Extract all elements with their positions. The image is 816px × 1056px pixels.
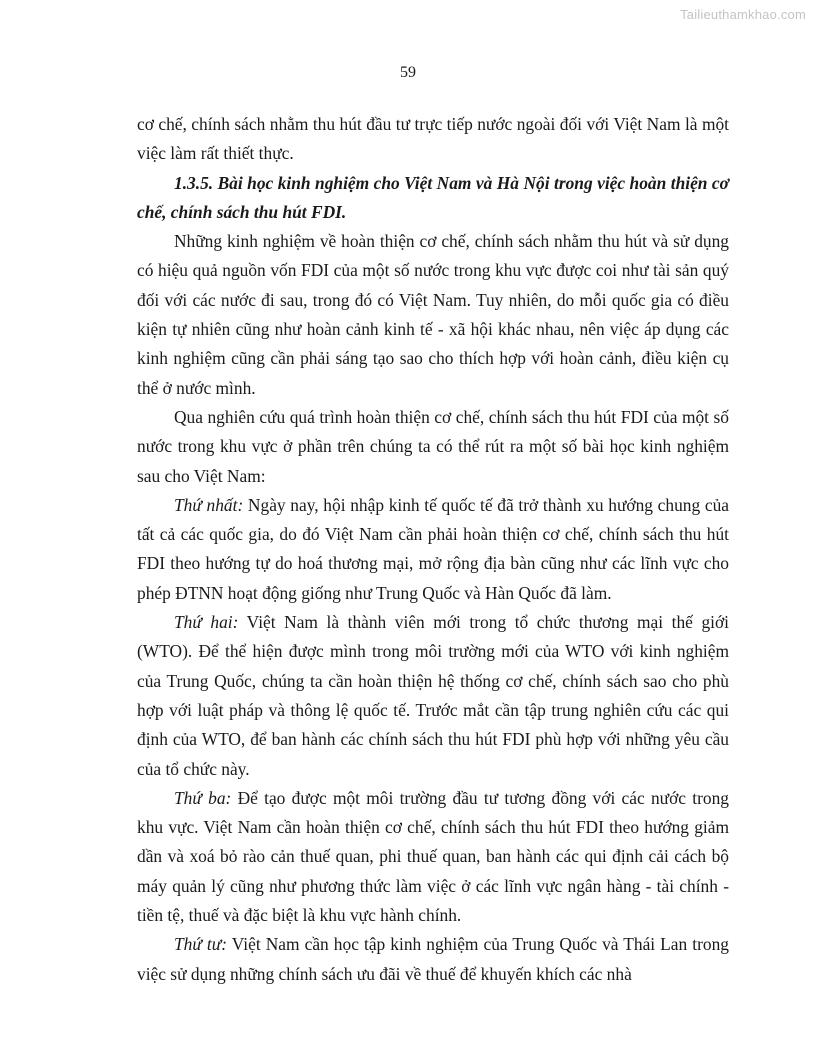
- text-second: Việt Nam là thành viên mới trong tổ chức thương mại thế giới (WTO). Để thể hiện được mình trong môi trường mới của WTO với kinh nghiệm của Trung Quốc, chúng ta cần hoàn thiện hệ thống cơ chế, chính sách sao cho phù hợp với luật pháp và thông lệ quốc tế. Trước mắt cần tập trung nghiên cứu các qui định của WTO, để ban hành các chính sách thu hút FDI phù hợp với những yêu cầu của tổ chức này.: [137, 612, 729, 779]
- document-body: [137, 110, 729, 989]
- text-third: Để tạo được một môi trường đầu tư tương đồng với các nước trong khu vực. Việt Nam cần hoàn thiện cơ chế, chính sách thu hút FDI theo hướng giảm dần và xoá bỏ rào cản thuế quan, phi thuế quan, ban hành các qui định cải cách bộ máy quản lý cũng như phương thức làm việc ở các lĩnh vực ngân hàng - tài chính - tiền tệ, thuế và đặc biệt là khu vực hành chính.: [137, 787, 729, 926]
- lead-second: Thứ hai:: [174, 612, 239, 633]
- page-number: 59: [400, 64, 416, 81]
- paragraph-fourth: [137, 930, 729, 989]
- section-heading: 1.3.5. Bài học kinh nghiệm cho Việt Nam và Hà Nội trong việc hoàn thiện cơ chế, chính sách thu hút FDI.: [137, 172, 729, 222]
- paragraph-second: [137, 608, 729, 784]
- lead-fourth: Thứ tư:: [174, 934, 228, 955]
- watermark: Tailieuthamkhao.com: [680, 7, 806, 22]
- paragraph-research: Qua nghiên cứu quá trình hoàn thiện cơ chế, chính sách thu hút FDI của một số nước trong khu vực ở phần trên chúng ta có thể rút ra một số bài học kinh nghiệm sau cho Việt Nam:: [137, 406, 729, 486]
- text-fourth: Việt Nam cần học tập kinh nghiệm của Trung Quốc và Thái Lan trong việc sử dụng những chính sách ưu đãi về thuế để khuyến khích các nhà: [137, 934, 729, 984]
- text-first: Ngày nay, hội nhập kinh tế quốc tế đã trở thành xu hướng chung của tất cả các quốc gia, do đó Việt Nam cần phải hoàn thiện cơ chế, chính sách thu hút FDI theo hướng tự do hoá thương mại, mở rộng địa bàn cũng như các lĩnh vực cho phép ĐTNN hoạt động giống như Trung Quốc và Hàn Quốc đã làm.: [137, 494, 729, 603]
- paragraph-experience: Những kinh nghiệm về hoàn thiện cơ chế, chính sách nhằm thu hút và sử dụng có hiệu quả nguồn vốn FDI của một số nước trong khu vực được coi như tài sản quý đối với các nước đi sau, trong đó có Việt Nam. Tuy nhiên, do mỗi quốc gia có điều kiện tự nhiên cũng như hoàn cảnh kinh tế - xã hội khác nhau, nên việc áp dụng các kinh nghiệm cũng cần phải sáng tạo sao cho thích hợp với hoàn cảnh, điều kiện cụ thể ở nước mình.: [137, 231, 729, 398]
- lead-first: Thứ nhất:: [174, 494, 244, 515]
- lead-third: Thứ ba:: [174, 787, 232, 808]
- paragraph-continuation: cơ chế, chính sách nhằm thu hút đầu tư trực tiếp nước ngoài đối với Việt Nam là một việc làm rất thiết thực.: [137, 114, 729, 164]
- paragraph-third: [137, 784, 729, 930]
- paragraph-first: [137, 491, 729, 608]
